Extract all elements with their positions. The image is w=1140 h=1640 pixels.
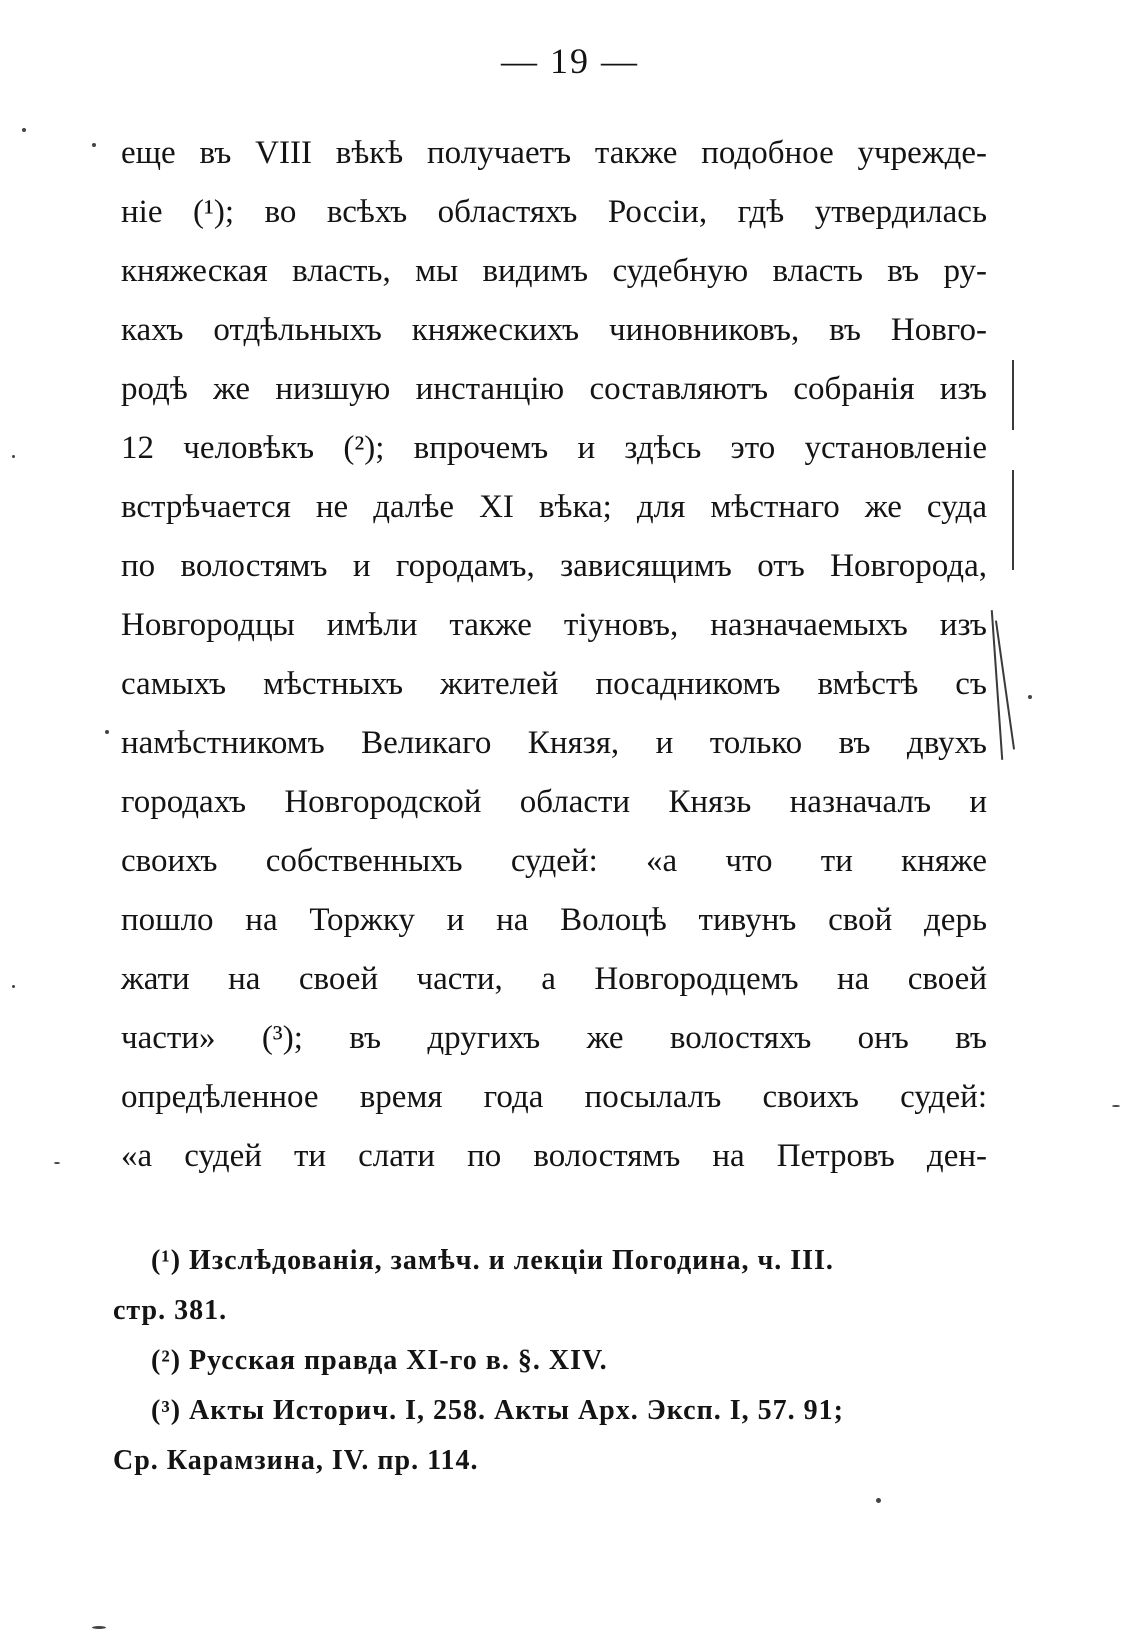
scan-speck: [1112, 1105, 1120, 1107]
body-line: по волостямъ и городамъ, зависящимъ отъ Новгорода,: [121, 548, 987, 584]
footnote-3: (³) Акты Историч. I, 258. Акты Арх. Эксп. I, 57. 91;: [151, 1395, 844, 1426]
body-text: [121, 124, 987, 1186]
footnote-2: (²) Русская правда XI-го в. §. XIV.: [151, 1345, 608, 1376]
footnote-3-continuation: Ср. Карамзина, IV. пр. 114.: [113, 1445, 479, 1476]
scan-speck: [12, 985, 15, 988]
body-line: самыхъ мѣстныхъ жителей посадникомъ вмѣстѣ съ: [121, 666, 987, 702]
body-line: пошло на Торжку и на Волоцѣ тивунъ свой дерь: [121, 902, 987, 938]
footnote-1: (¹) Изслѣдованія, замѣч. и лекціи Погодина, ч. III.: [151, 1245, 834, 1276]
body-line: своихъ собственныхъ судей: «а что ти княже: [121, 843, 987, 879]
body-line: городахъ Новгородской области Князь назначалъ и: [121, 784, 987, 820]
body-line: жати на своей части, а Новгородцемъ на своей: [121, 961, 987, 997]
scan-speck: [876, 1498, 881, 1503]
body-line: еще въ VIII вѣкѣ получаетъ также подобное учрежде-: [121, 135, 987, 171]
body-line: княжеская власть, мы видимъ судебную власть въ ру-: [121, 253, 987, 289]
scan-speck: [1028, 695, 1032, 699]
body-line: родѣ же низшую инстанцію составляютъ собранія изъ: [121, 371, 987, 407]
body-line: «а судей ти слати по волостямъ на Петровъ ден-: [121, 1138, 987, 1174]
scan-speck: [12, 455, 15, 458]
body-line: кахъ отдѣльныхъ княжескихъ чиновниковъ, въ Новго-: [121, 312, 987, 348]
margin-mark: [1012, 470, 1014, 570]
body-line: Новгородцы имѣли также тіуновъ, назначаемыхъ изъ: [121, 607, 987, 643]
scan-speck: [92, 1626, 106, 1629]
body-line: опредѣленное время года посылалъ своихъ судей:: [121, 1079, 987, 1115]
body-line: 12 человѣкъ (²); впрочемъ и здѣсь это установленіе: [121, 430, 987, 466]
scan-speck: [22, 128, 26, 132]
body-line: ніе (¹); во всѣхъ областяхъ Россіи, гдѣ утвердилась: [121, 194, 987, 230]
footnotes: [113, 1236, 989, 1486]
page-number: — 19 —: [501, 41, 639, 81]
scan-speck: [54, 1162, 60, 1164]
body-line: встрѣчается не далѣе XI вѣка; для мѣстнаго же суда: [121, 489, 987, 525]
body-line: части» (³); въ другихъ же волостяхъ онъ въ: [121, 1020, 987, 1056]
scan-speck: [105, 730, 109, 734]
body-line: намѣстникомъ Великаго Князя, и только въ двухъ: [121, 725, 987, 761]
scan-speck: [92, 143, 96, 147]
footnote-1-continuation: стр. 381.: [113, 1295, 228, 1326]
margin-mark: [1012, 360, 1014, 430]
